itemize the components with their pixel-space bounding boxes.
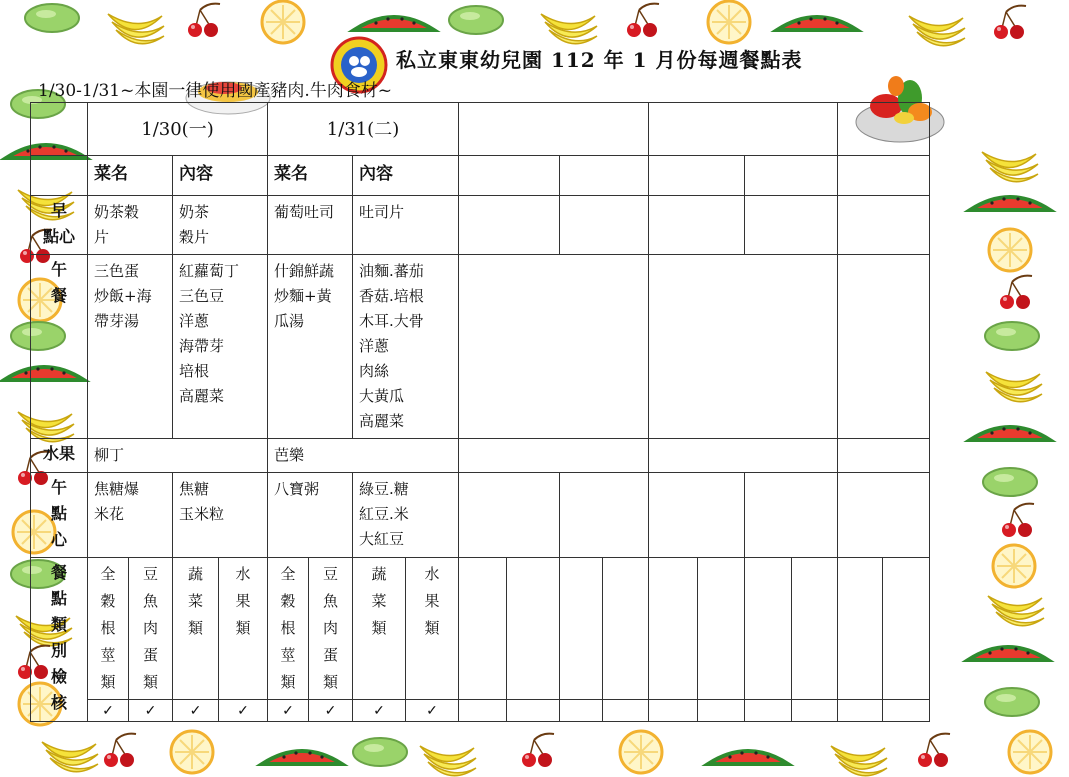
food-group-grains-1: 全 穀 根 莖 類	[88, 558, 129, 700]
check-mark: ✓	[173, 700, 219, 722]
dish-header-2: 菜名	[268, 156, 353, 196]
dish-header-1: 菜名	[88, 156, 173, 196]
fruit-2: 芭樂	[268, 439, 459, 473]
check-mark: ✓	[353, 700, 406, 722]
empty-date-header-3	[459, 103, 649, 156]
content-header-2: 內容	[353, 156, 459, 196]
check-mark: ✓	[88, 700, 129, 722]
food-group-row	[31, 558, 930, 700]
check-mark: ✓	[309, 700, 353, 722]
date-range-subtitle: 1/30-1/31~本園一律使用國產豬肉.牛肉食材~	[38, 81, 392, 101]
check-mark-row	[31, 700, 930, 722]
empty-date-header-5	[838, 103, 930, 156]
row-label-breakfast: 早 點心	[31, 196, 88, 255]
lunch-row	[31, 255, 930, 439]
check-mark: ✓	[406, 700, 459, 722]
lunch-content-2: 油麵.蕃茄 香菇.培根 木耳.大骨 洋蔥 肉絲 大黃瓜 高麗菜	[353, 255, 459, 439]
food-group-fruit-2: 水 果 類	[406, 558, 459, 700]
snack-dish-2: 八寶粥	[268, 473, 353, 558]
breakfast-content-2: 吐司片	[353, 196, 459, 255]
lunch-content-1: 紅蘿蔔丁 三色豆 洋蔥 海帶芽 培根 高麗菜	[173, 255, 268, 439]
check-mark: ✓	[268, 700, 309, 722]
date-header-row	[31, 103, 930, 156]
corner-cell	[31, 103, 88, 156]
breakfast-content-1: 奶茶 穀片	[173, 196, 268, 255]
row-label-check: 餐 點 類 別 檢 核	[31, 558, 88, 722]
lunch-dish-2: 什錦鮮蔬 炒麵+黃 瓜湯	[268, 255, 353, 439]
row-label-lunch: 午 餐	[31, 255, 88, 439]
afternoon-snack-row	[31, 473, 930, 558]
food-group-protein-1: 豆 魚 肉 蛋 類	[129, 558, 173, 700]
breakfast-row	[31, 196, 930, 255]
empty-date-header-4	[649, 103, 838, 156]
fruit-row	[31, 439, 930, 473]
lunch-dish-1: 三色蛋 炒飯+海 帶芽湯	[88, 255, 173, 439]
column-header-row	[31, 156, 930, 196]
food-group-grains-2: 全 穀 根 莖 類	[268, 558, 309, 700]
check-mark: ✓	[129, 700, 173, 722]
food-group-fruit-1: 水 果 類	[219, 558, 268, 700]
food-group-vegetables-1: 蔬 菜 類	[173, 558, 219, 700]
content-header-1: 內容	[173, 156, 268, 196]
food-group-vegetables-2: 蔬 菜 類	[353, 558, 406, 700]
date-header-2: 1/31(二)	[268, 103, 459, 156]
page-title: 私立東東幼兒園 112 年 1 月份每週餐點表	[396, 48, 803, 72]
snack-content-2: 綠豆.糖 紅豆.米 大紅豆	[353, 473, 459, 558]
weekly-menu-table	[30, 102, 930, 722]
snack-content-1: 焦糖 玉米粒	[173, 473, 268, 558]
row-label-fruit: 水果	[31, 439, 88, 473]
date-header-1: 1/30(一)	[88, 103, 268, 156]
row-label-afternoon-snack: 午 點 心	[31, 473, 88, 558]
food-group-protein-2: 豆 魚 肉 蛋 類	[309, 558, 353, 700]
fruit-1: 柳丁	[88, 439, 268, 473]
breakfast-dish-1: 奶茶穀 片	[88, 196, 173, 255]
breakfast-dish-2: 葡萄吐司	[268, 196, 353, 255]
check-mark: ✓	[219, 700, 268, 722]
snack-dish-1: 焦糖爆 米花	[88, 473, 173, 558]
